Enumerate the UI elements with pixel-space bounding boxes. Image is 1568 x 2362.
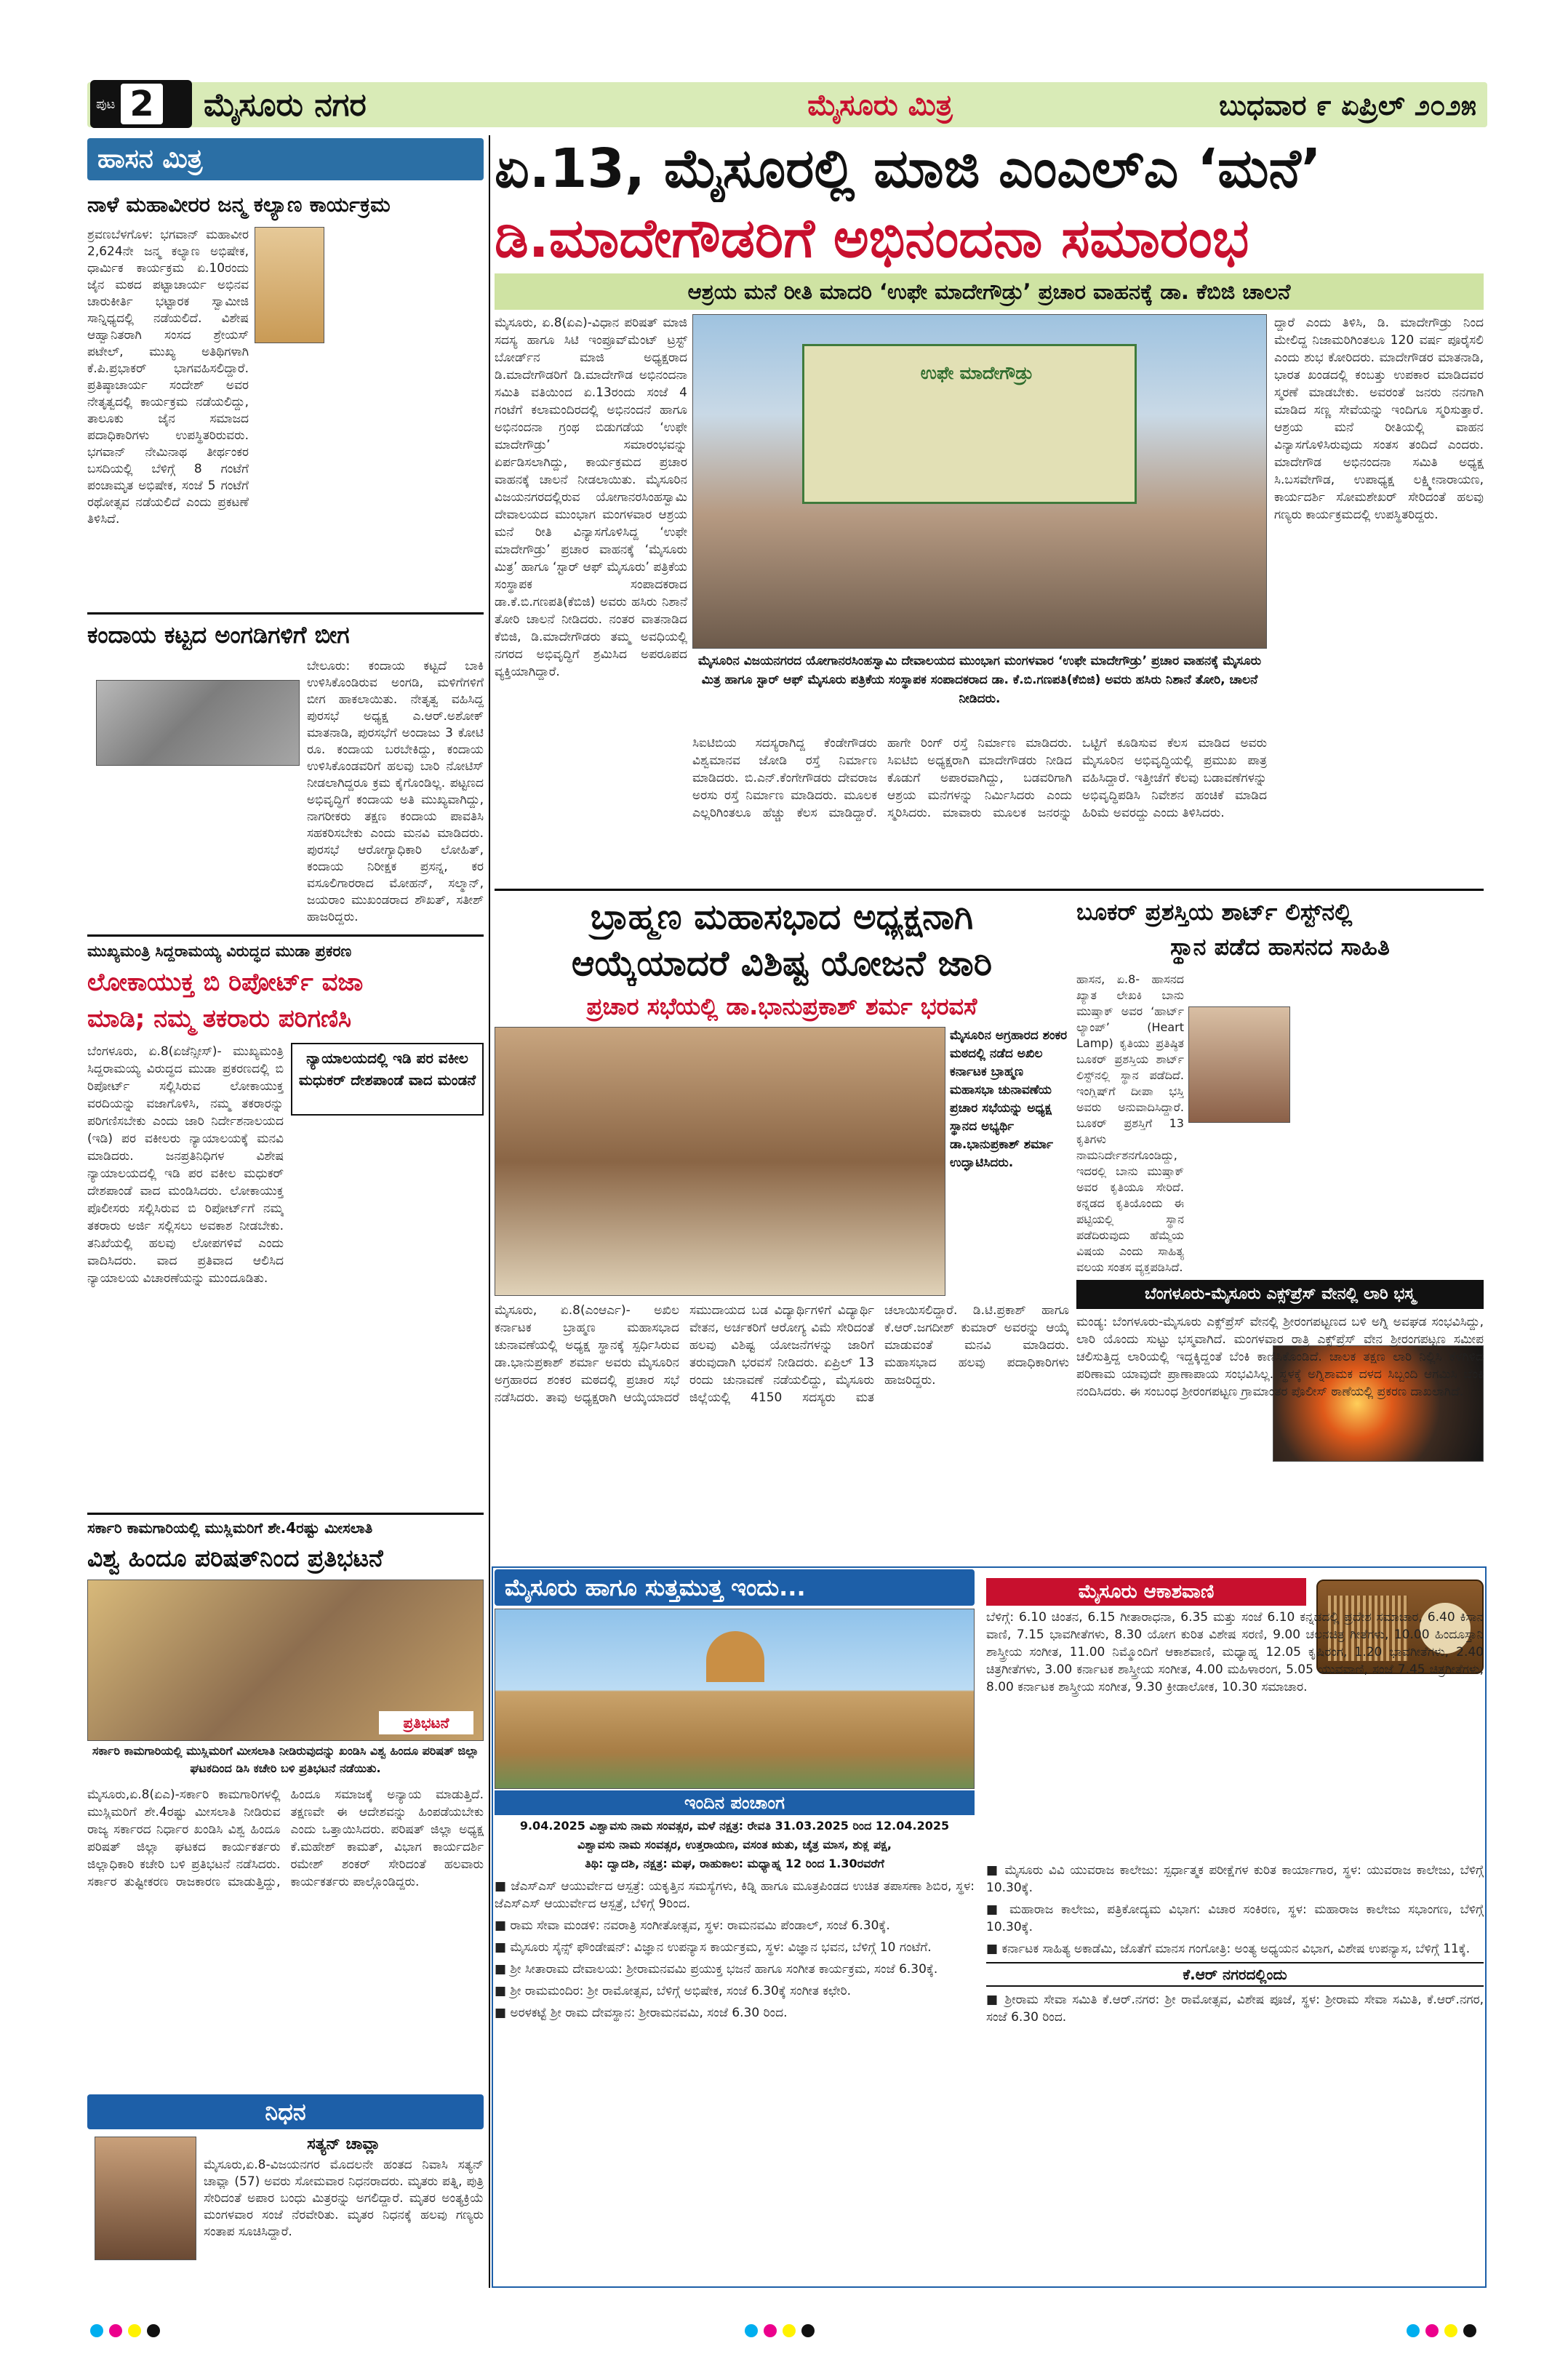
list-item: ■ ಮೈಸೂರು ವಿವಿ ಯುವರಾಜ ಕಾಲೇಜು: ಸ್ಪರ್ಧಾತ್ಮಕ ಪರೀಕ್ಷೆಗಳ ಕುರಿತ ಕಾರ್ಯಾಗಾರ, ಸ್ಥಳ: ಯುವರಾಜ ಕಾಲೇಜು, ಬೆಳಿಗ್ಗೆ 10.30ಕ್ಕೆ.: [986, 1863, 1484, 1895]
vhp-protest-photo: [87, 1580, 484, 1741]
lokayukta-kicker: ಮುಖ್ಯಮಂತ್ರಿ ಸಿದ್ದರಾಮಯ್ಯ ವಿರುದ್ಧದ ಮುಡಾ ಪ್ರಕರಣ: [87, 942, 352, 960]
issue-date: ಬುಧವಾರ ೯ ಏಪ್ರಿಲ್ ೨೦೨೫: [1219, 89, 1476, 121]
list-item: ■ ಕರ್ನಾಟಕ ಸಾಹಿತ್ಯ ಅಕಾಡೆಮಿ, ಜೊತೆಗೆ ಮಾನಸ ಗಂಗೋತ್ರಿ: ಅಂತ್ಯ ಅಧ್ಯಯನ ವಿಭಾಗ, ವಿಶೇಷ ಉಪನ್ಯಾಸ, ಬೆಳಿಗ್ಗೆ 11ಕ್ಕೆ.: [986, 1942, 1471, 1956]
vhp-body: ಮೈಸೂರು,ಏ.8(ಏಎ)-ಸರ್ಕಾರಿ ಕಾಮಗಾರಿಗಳಲ್ಲಿ ಮುಸ್ಲಿಮರಿಗೆ ಶೇ.4ರಷ್ಟು ಮೀಸಲಾತಿ ನೀಡಿರುವ ರಾಜ್ಯ ಸರ್ಕಾರದ ನಿರ್ಧಾರ ಖಂಡಿಸಿ ವಿಶ್ವ ಹಿಂದೂ ಪರಿಷತ್ ಜಿಲ್ಲಾ ಘಟಕದ ಕಾರ್ಯಕರ್ತರು ಜಿಲ್ಲಾಧಿಕಾರಿ ಕಚೇರಿ ಬಳಿ ಪ್ರತಿಭಟನೆ ನಡೆಸಿದರು. ಸರ್ಕಾರ ತುಷ್ಟೀಕರಣ ರಾಜಕಾರಣ ಮಾಡುತ್ತಿದ್ದು, ಹಿಂದೂ ಸಮಾಜಕ್ಕೆ ಅನ್ಯಾಯ ಮಾಡುತ್ತಿದೆ. ತಕ್ಷಣವೇ ಈ ಆದೇಶವನ್ನು ಹಿಂಪಡೆಯಬೇಕು ಎಂದು ಒತ್ತಾಯಿಸಿದರು. ಪರಿಷತ್ ಜಿಲ್ಲಾ ಅಧ್ಯಕ್ಷ ಕೆ.ಮಹೇಶ್ ಕಾಮತ್, ವಿಭಾಗ ಕಾರ್ಯದರ್ಶಿ ರಮೇಶ್ ಶಂಕರ್ ಸೇರಿದಂತೆ ಹಲವಾರು ಕಾರ್ಯಕರ್ತರು ಪಾಲ್ಗೊಂಡಿದ್ದರು.: [87, 1787, 484, 1889]
lokayukta-box: ನ್ಯಾಯಾಲಯದಲ್ಲಿ ಇಡಿ ಪರ ವಕೀಲ ಮಧುಕರ್ ದೇಶಪಾಂಡೆ ವಾದ ಮಂಡನೆ: [291, 1043, 484, 1116]
panchanga-title: ಇಂದಿನ ಪಂಚಾಂಗ: [684, 1793, 785, 1813]
today-section-title: ಮೈಸೂರು ಹಾಗೂ ಸುತ್ತಮುತ್ತ ಇಂದು...: [505, 1573, 806, 1601]
section-name: ಮೈಸೂರು ನಗರ: [204, 87, 367, 124]
lorry-headline: ಬೆಂಗಳೂರು-ಮೈಸೂರು ಎಕ್ಸ್‌ಪ್ರೆಸ್ ವೇನಲ್ಲಿ ಲಾರಿ ಭಸ್ಮ: [1076, 1280, 1484, 1309]
list-item: ■ ರಾಮ ಸೇವಾ ಮಂಡಳಿ: ನವರಾತ್ರಿ ಸಂಗೀತೋತ್ಸವ, ಸ್ಥಳ: ರಾಮನವಮಿ ಪೆಂಡಾಲ್, ಸಂಜೆ 6.30ಕ್ಕೆ.: [495, 1918, 890, 1933]
vhp-caption: ಸರ್ಕಾರಿ ಕಾಮಗಾರಿಯಲ್ಲಿ ಮುಸ್ಲಿಮರಿಗೆ ಮೀಸಲಾತಿ ನೀಡಿರುವುದನ್ನು ಖಂಡಿಸಿ ವಿಶ್ವ ಹಿಂದೂ ಪರಿಷತ್ ಜಿಲ್ಲಾ ಘಟಕದಿಂದ ಡಿಸಿ ಕಚೇರಿ ಬಳಿ ಪ್ರತಿಭಟನೆ ನಡೆಯಿತು.: [92, 1744, 479, 1775]
kr-nagar-subhead: ಕೆ.ಆರ್ ನಗರದಲ್ಲಿಂದು: [986, 1962, 1484, 1987]
today-box-frame: [492, 1566, 1487, 2288]
lokayukta-body-cont: [291, 1124, 484, 1509]
hassan-story2-body: ಬೇಲೂರು: ಕಂದಾಯ ಕಟ್ಟದೆ ಬಾಕಿ ಉಳಿಸಿಕೊಂಡಿರುವ ಅಂಗಡಿ, ಮಳಿಗೆಗಳಿಗೆ ಬೀಗ ಹಾಕಲಾಯಿತು. ನೇತೃತ್ವ ವಹಿಸಿದ್ದ ಪುರಸಭೆ ಅಧ್ಯಕ್ಷ ಎ.ಆರ್.ಅಶೋಕ್ ಮಾತನಾಡಿ, ಪುರಸಭೆಗೆ ಅಂದಾಜು 3 ಕೋಟಿ ರೂ. ಕಂದಾಯ ಬರಬೇಕಿದ್ದು, ಕಂದಾಯ ಉಳಿಸಿಕೊಂಡವರಿಗೆ ಹಲವು ಬಾರಿ ನೋಟಿಸ್ ನೀಡಲಾಗಿದ್ದರೂ ಕ್ರಮ ಕೈಗೊಂಡಿಲ್ಲ. ಪಟ್ಟಣದ ಅಭಿವೃದ್ಧಿಗೆ ಕಂದಾಯ ಅತಿ ಮುಖ್ಯವಾಗಿದ್ದು, ನಾಗರೀಕರು ತಕ್ಷಣ ಕಂದಾಯ ಪಾವತಿಸಿ ಸಹಕರಿಸಬೇಕು ಎಂದು ಮನವಿ ಮಾಡಿದರು. ಪುರಸಭೆ ಆರೋಗ್ಯಾಧಿಕಾರಿ ಲೋಹಿತ್, ಕಂದಾಯ ನಿರೀಕ್ಷಕ ಪ್ರಸನ್ನ, ಕರ ವಸೂಲಿಗಾರರಾದ ಮೋಹನ್, ಸಲ್ಮಾನ್, ಜಯರಾಂ ಮುಖಂಡರಾದ ಶೌಖತ್, ಸತೀಶ್ ಹಾಜರಿದ್ದರು.: [307, 659, 484, 924]
protest-banner-text: ಪ್ರತಿಭಟನೆ: [379, 1711, 473, 1734]
lokayukta-headline-2: ಮಾಡಿ; ನಮ್ಮ ತಕರಾರು ಪರಿಗಣಿಸಿ: [87, 1004, 352, 1033]
akashavani-title: ಮೈಸೂರು ಆಕಾಶವಾಣಿ: [1078, 1581, 1215, 1603]
main-headline-2: ಡಿ.ಮಾದೇಗೌಡರಿಗೆ ಅಭಿನಂದನಾ ಸಮಾರಂಭ: [495, 207, 1249, 270]
hassan-section-bar: [87, 138, 484, 180]
hassan-story1-body-cont: [329, 227, 484, 605]
divider: [87, 1513, 484, 1515]
brahmana-headline-2: ಆಯ್ಕೆಯಾದರೆ ವಿಶಿಷ್ಟ ಯೋಜನೆ ಜಾರಿ: [571, 943, 993, 984]
heartlamp-body-right: [1296, 972, 1484, 1277]
main-body-left: ಮೈಸೂರು, ಏ.8(ಏಎ)-ವಿಧಾನ ಪರಿಷತ್ ಮಾಜಿ ಸದಸ್ಯ ಹಾಗೂ ಸಿಟಿ ಇಂಪ್ರೂವ್‌ಮೆಂಟ್ ಟ್ರಸ್ಟ್ ಬೋರ್ಡ್‌ನ ಮಾಜಿ ಅಧ್ಯಕ್ಷರಾದ ಡಿ.ಮಾದೇಗೌಡರಿಗೆ ಡಿ.ಮಾದೇಗೌಡ ಅಭಿನಂದನಾ ಸಮಿತಿ ವತಿಯಿಂದ ಏ.13ರಂದು ಸಂಜೆ 4 ಗಂಟೆಗೆ ಕಲಾಮಂದಿರದಲ್ಲಿ ಅಭಿನಂದನೆ ಹಾಗೂ ಅಭಿನಂದನಾ ಗ್ರಂಥ ಬಿಡುಗಡೆಯ ‘ಉಫೇ ಮಾದೇಗೌಡ್ರು’ ಸಮಾರಂಭವನ್ನು ಏರ್ಪಡಿಸಲಾಗಿದ್ದು, ಕಾರ್ಯಕ್ರಮದ ಪ್ರಚಾರ ವಾಹನಕ್ಕೆ ಚಾಲನೆ ನೀಡಲಾಯಿತು. ಮೈಸೂರಿನ ವಿಜಯನಗರದಲ್ಲಿರುವ ಯೋಗಾನರಸಿಂಹಸ್ವಾಮಿ ದೇವಾಲಯದ ಮುಂಭಾಗ ಮಂಗಳವಾರ ಆಶ್ರಯ ಮನೆ ರೀತಿ ವಿನ್ಯಾಸಗೊಳಿಸಿದ್ದ ‘ಉಫೇ ಮಾದೇಗೌಡ್ರು’ ಪ್ರಚಾರ ವಾಹನಕ್ಕೆ ‘ಮೈಸೂರು ಮಿತ್ರ’ ಹಾಗೂ ‘ಸ್ಟಾರ್ ಆಫ್ ಮೈಸೂರು’ ಪತ್ರಿಕೆಯ ಸಂಸ್ಥಾಪಕ ಸಂಪಾದಕರಾದ ಡಾ.ಕೆ.ಬಿ.ಗಣಪತಿ(ಕೆಬಿಜಿ) ಅವರು ಹಸಿರು ನಿಶಾನೆ ತೋರಿ ಚಾಲನೆ ನೀಡಿದರು. ನಂತರ ವಾತನಾಡಿದ ಕೆಬಿಜಿ, ಡಿ.ಮಾದೇಗೌಡರು ತಮ್ಮ ಅವಧಿಯಲ್ಲಿ ನಗರದ ಅಭಿವೃದ್ಧಿಗೆ ಶ್ರಮಿಸಿದ ಅಪರೂಪದ ವ್ಯಕ್ತಿಯಾಗಿದ್ದಾರೆ.: [495, 316, 687, 679]
main-subhead: ಆಶ್ರಯ ಮನೆ ರೀತಿ ಮಾದರಿ ‘ಉಫೇ ಮಾದೇಗೌಡ್ರು’ ಪ್ರಚಾರ ವಾಹನಕ್ಕೆ ಡಾ. ಕೆಬಿಜಿ ಚಾಲನೆ: [495, 273, 1484, 310]
hassan-story2-headline: ಕಂದಾಯ ಕಟ್ಟದ ಅಂಗಡಿಗಳಿಗೆ ಬೀಗ: [87, 621, 350, 649]
akashavani-body: ಬೆಳಿಗ್ಗೆ: 6.10 ಚಿಂತನ, 6.15 ಗೀತಾರಾಧನಾ, 6.35 ಮತ್ತು ಸಂಜೆ 6.10 ಕನ್ನಡದಲ್ಲಿ ಪ್ರದೇಶ ಸಮಾಚಾರ, 6.40 ಕಿಸಾನ ವಾಣಿ, 7.15 ಭಾವಗೀತೆಗಳು, 8.30 ಯೋಗ ಕುರಿತ ವಿಶೇಷ ಸರಣಿ, 9.00 ಚಲನಚಿತ್ರ ಗೀತೆಗಳು, 10.00 ಹಿಂದೂಸ್ತಾನಿ ಶಾಸ್ತ್ರೀಯ ಸಂಗೀತ, 11.00 ನಿಮ್ಮೊಂದಿಗೆ ಆಕಾಶವಾಣಿ, ಮಧ್ಯಾಹ್ನ 12.05 ಕೃಷಿರಂಗ, 1.20 ಭಾವಗೀತೆಗಳು, 2.40 ಚಿತ್ರಗೀತೆಗಳು, 3.00 ಕರ್ನಾಟಕ ಶಾಸ್ತ್ರೀಯ ಸಂಗೀತ, 4.00 ಮಹಿಳಾರಂಗ, 5.05 ಯುವವಾಣಿ, ಸಂಜೆ 7.45 ಚಿತ್ರಗೀತೆಗಳು, 8.00 ಕರ್ನಾಟಕ ಶಾಸ್ತ್ರೀಯ ಸಂಗೀತ, 9.30 ಕ್ರೀಡಾಲೋಕ, 10.30 ಸಮಾಚಾರ.: [986, 1610, 1484, 1694]
page-label: ಪುಟ: [96, 96, 116, 112]
divider: [87, 612, 484, 614]
divider: [495, 889, 1484, 891]
obituary-name: ಸತ್ಯನ್ ಚಾವ್ಲಾ: [307, 2135, 380, 2153]
list-item: ■ ಮಹಾರಾಜ ಕಾಲೇಜು, ಪತ್ರಿಕೋದ್ಯಮ ವಿಭಾಗ: ವಿಚಾರ ಸಂಕಿರಣ, ಸ್ಥಳ: ಮಹಾರಾಜ ಕಾಲೇಜು ಸಭಾಂಗಣ, ಬೆಳಿಗ್ಗೆ 10.30ಕ್ಕೆ.: [986, 1902, 1484, 1934]
banu-mushtaq-portrait: [1188, 1006, 1290, 1123]
hassan-section-title: ಹಾಸನ ಮಿತ್ರ: [97, 144, 203, 174]
main-body-bottom: ಸಿಐಟಿಬಿಯ ಸದಸ್ಯರಾಗಿದ್ದ ಕೆಂಡೇಗೌಡರು ವಿಶ್ವಮಾನವ ಜೋಡಿ ರಸ್ತೆ ನಿರ್ಮಾಣ ಮಾಡಿದರು. ಬಿ.ಎನ್.ಕೆಂಗೇಗೌಡರು ದೇವರಾಜ ಅರಸು ರಸ್ತೆ ನಿರ್ಮಾಣ ಮಾಡಿದರು. ಮೂಲಕ ಎಲ್ಲರಿಗಿಂತಲೂ ಹೆಚ್ಚು ಕೆಲಸ ಮಾಡಿದ್ದಾರೆ. ಹಾಗೇ ರಿಂಗ್ ರಸ್ತೆ ನಿರ್ಮಾಣ ಮಾಡಿದರು. ಸಿಐಟಿಬಿ ಅಧ್ಯಕ್ಷರಾಗಿ ಮಾದೇಗೌಡರು ನೀಡಿದ ಕೊಡುಗೆ ಅಪಾರವಾಗಿದ್ದು, ಬಡವರಿಗಾಗಿ ಆಶ್ರಯ ಮನೆಗಳನ್ನು ನಿರ್ಮಿಸಿದರು ಎಂದು ಸ್ಮರಿಸಿದರು. ಮಾವಾರು ಮೂಲಕ ಜನರನ್ನು ಒಟ್ಟಿಗೆ ಕೂಡಿಸುವ ಕೆಲಸ ಮಾಡಿದ ಅವರು ಮೈಸೂರಿನ ಅಭಿವೃದ್ಧಿಯಲ್ಲಿ ಪ್ರಮುಖ ಪಾತ್ರ ವಹಿಸಿದ್ದಾರೆ. ಇತ್ತೀಚೆಗೆ ಕೆಲವು ಬಡಾವಣೆಗಳನ್ನು ಅಭಿವೃದ್ಧಿಪಡಿಸಿ ನಿವೇಶನ ಹಂಚಿಕೆ ಮಾಡಿದ ಹಿರಿಮೆ ಅವರದ್ದು ಎಂದು ತಿಳಿಸಿದರು.: [692, 736, 1267, 820]
panchanga-line2: ವಿಶ್ವಾವಸು ನಾಮ ಸಂವತ್ಸರ, ಉತ್ತರಾಯಣ, ವಸಂತ ಋತು, ಚೈತ್ರ ಮಾಸ, ಶುಕ್ಲ ಪಕ್ಷ,: [577, 1838, 892, 1851]
brahmana-subhead: ಪ್ರಚಾರ ಸಭೆಯಲ್ಲಿ ಡಾ.ಭಾನುಪ್ರಕಾಶ್ ಶರ್ಮ ಭರವಸೆ: [586, 993, 977, 1020]
panchanga-line3: ತಿಥಿ: ದ್ವಾದಶಿ, ನಕ್ಷತ್ರ: ಮಘ, ರಾಹುಕಾಲ: ಮಧ್ಯಾಹ್ನ 12 ರಿಂದ 1.30ರವರೆಗೆ: [585, 1857, 884, 1870]
brahmana-sabha-photo: [495, 1027, 945, 1296]
brahmana-body: ಮೈಸೂರು, ಏ.8(ಎಂಆರ್ಎ)- ಅಖಿಲ ಕರ್ನಾಟಕ ಬ್ರಾಹ್ಮಣ ಮಹಾಸಭಾದ ಚುನಾವಣೆಯಲ್ಲಿ ಅಧ್ಯಕ್ಷ ಸ್ಥಾನಕ್ಕೆ ಸ್ಪರ್ಧಿಸಿರುವ ಡಾ.ಭಾನುಪ್ರಕಾಶ್ ಶರ್ಮಾ ಅವರು ಮೈಸೂರಿನ ಅಗ್ರಹಾರದ ಶಂಕರ ಮಠದಲ್ಲಿ ಪ್ರಚಾರ ಸಭೆ ನಡೆಸಿದರು. ತಾವು ಅಧ್ಯಕ್ಷರಾಗಿ ಆಯ್ಕೆಯಾದರೆ ಸಮುದಾಯದ ಬಡ ವಿದ್ಯಾರ್ಥಿಗಳಿಗೆ ವಿದ್ಯಾರ್ಥಿ ವೇತನ, ಅರ್ಚಕರಿಗೆ ಆರೋಗ್ಯ ವಿಮೆ ಸೇರಿದಂತೆ ಹಲವು ವಿಶಿಷ್ಟ ಯೋಜನೆಗಳನ್ನು ಜಾರಿಗೆ ತರುವುದಾಗಿ ಭರವಸೆ ನೀಡಿದರು. ಏಪ್ರಿಲ್ 13 ರಂದು ಚುನಾವಣೆ ನಡೆಯಲಿದ್ದು, ಮೈಸೂರು ಜಿಲ್ಲೆಯಲ್ಲಿ 4150 ಸದಸ್ಯರು ಮತ ಚಲಾಯಿಸಲಿದ್ದಾರೆ. ಡಿ.ಟಿ.ಪ್ರಕಾಶ್ ಹಾಗೂ ಕೆ.ಆರ್.ಜಗದೀಶ್ ಕುಮಾರ್ ಅವರನ್ನು ಆಯ್ಕೆ ಮಾಡುವಂತೆ ಮನವಿ ಮಾಡಿದರು. ಮಹಾಸಭಾದ ಹಲವು ಪದಾಧಿಕಾರಿಗಳು ಹಾಜರಿದ್ದರು.: [495, 1303, 1069, 1405]
mahavira-statue-photo: [255, 227, 324, 343]
page-number: 2: [121, 84, 162, 124]
heartlamp-headline-2: ಸ್ಥಾನ ಪಡೆದ ಹಾಸನದ ಸಾಹಿತಿ: [1170, 933, 1390, 961]
brahmana-headline-1: ಬ್ರಾಹ್ಮಣ ಮಹಾಸಭಾದ ಅಧ್ಯಕ್ಷನಾಗಿ: [590, 897, 974, 937]
lokayukta-body: ಬೆಂಗಳೂರು, ಏ.8(ಏಜೆನ್ಸೀಸ್)- ಮುಖ್ಯಮಂತ್ರಿ ಸಿದ್ದರಾಮಯ್ಯ ವಿರುದ್ಧದ ಮುಡಾ ಪ್ರಕರಣದಲ್ಲಿ ಬಿ ರಿಪೋರ್ಟ್ ಸಲ್ಲಿಸಿರುವ ಲೋಕಾಯುಕ್ತ ವರದಿಯನ್ನು ವಜಾಗೊಳಿಸಿ, ನಮ್ಮ ತಕರಾರನ್ನು ಪರಿಗಣಿಸಬೇಕು ಎಂದು ಜಾರಿ ನಿರ್ದೇಶನಾಲಯದ (ಇಡಿ) ಪರ ವಕೀಲರು ನ್ಯಾಯಾಲಯಕ್ಕೆ ಮನವಿ ಮಾಡಿದರು. ಜನಪ್ರತಿನಿಧಿಗಳ ವಿಶೇಷ ನ್ಯಾಯಾಲಯದಲ್ಲಿ ಇಡಿ ಪರ ವಕೀಲ ಮಧುಕರ್ ದೇಶಪಾಂಡೆ ವಾದ ಮಂಡಿಸಿದರು. ಲೋಕಾಯುಕ್ತ ಪೊಲೀಸರು ಸಲ್ಲಿಸಿರುವ ಬಿ ರಿಪೋರ್ಟ್‌ಗೆ ನಮ್ಮ ತಕರಾರು ಅರ್ಜಿ ಸಲ್ಲಿಸಲು ಅವಕಾಶ ನೀಡಬೇಕು. ತನಿಖೆಯಲ್ಲಿ ಹಲವು ಲೋಪಗಳಿವೆ ಎಂದು ವಾದಿಸಿದರು. ವಾದ ಪ್ರತಿವಾದ ಆಲಿಸಿದ ನ್ಯಾಯಾಲಯ ವಿಚಾರಣೆಯನ್ನು ಮುಂದೂಡಿತು.: [87, 1044, 284, 1286]
list-item: ■ ಅರಳಕಟ್ಟೆ ಶ್ರೀ ರಾಮ ದೇವಸ್ಥಾನ: ಶ್ರೀರಾಮನವಮಿ, ಸಂಜೆ 6.30 ರಿಂದ.: [495, 2006, 788, 2020]
list-item: ■ ಜೆಎಸ್‌ಎಸ್ ಆಯುರ್ವೇದ ಆಸ್ಪತ್ರೆ: ಯಕೃತ್ತಿನ ಸಮಸ್ಯೆಗಳು, ಕಿಡ್ನಿ ಹಾಗೂ ಮೂತ್ರಪಿಂಡದ ಉಚಿತ ತಪಾಸಣಾ ಶಿಬಿರ, ಸ್ಥಳ: ಜೆಎಸ್ಎಸ್ ಆಯುರ್ವೇದ ಆಸ್ಪತ್ರೆ, ಬೆಳಿಗ್ಗೆ 9ರಿಂದ.: [495, 1879, 975, 1911]
registration-marks-center: [742, 2324, 887, 2342]
column-divider: [489, 135, 490, 2288]
hassan-story1-headline: ನಾಳೆ ಮಹಾವೀರರ ಜನ್ಮ ಕಲ್ಯಾಣ ಕಾರ್ಯಕ್ರಮ: [87, 192, 391, 217]
obituary-title: ನಿಧನ: [265, 2097, 306, 2126]
list-item: ■ ಮೈಸೂರು ಸೈನ್ಸ್ ಫೌಂಡೇಷನ್: ವಿಜ್ಞಾನ ಉಪನ್ಯಾಸ ಕಾರ್ಯಕ್ರಮ, ಸ್ಥಳ: ವಿಜ್ಞಾನ ಭವನ, ಬೆಳಿಗ್ಗೆ 10 ಗಂಟೆಗೆ.: [495, 1940, 932, 1955]
panchanga-line1: 9.04.2025 ವಿಶ್ವಾವಸು ನಾಮ ಸಂವತ್ಸರ, ಮಳೆ ನಕ್ಷತ್ರ: ರೇವತಿ 31.03.2025 ರಿಂದ 12.04.2025: [519, 1819, 950, 1833]
obituary-body: ಮೈಸೂರು,ಏ.8-ವಿಜಯನಗರ ಮೊದಲನೇ ಹಂತದ ನಿವಾಸಿ ಸತ್ಯನ್ ಚಾವ್ಲಾ (57) ಅವರು ಸೋಮವಾರ ನಿಧನರಾದರು. ಮೃತರು ಪತ್ನಿ, ಪುತ್ರಿ ಸೇರಿದಂತೆ ಅಪಾರ ಬಂಧು ಮಿತ್ರರನ್ನು ಅಗಲಿದ್ದಾರೆ. ಮೃತರ ಅಂತ್ಯಕ್ರಿಯೆ ಮಂಗಳವಾರ ಸಂಜೆ ನೆರವೇರಿತು. ಮೃತರ ನಿಧನಕ್ಕೆ ಹಲವು ಗಣ್ಯರು ಸಂತಾಪ ಸೂಚಿಸಿದ್ದಾರೆ.: [204, 2158, 484, 2239]
hassan-story1-body: ಶ್ರವಣಬೆಳಗೊಳ: ಭಗವಾನ್ ಮಹಾವೀರ 2,624ನೇ ಜನ್ಮ ಕಲ್ಯಾಣ ಅಭಿಷೇಕ, ಧಾರ್ಮಿಕ ಕಾರ್ಯಕ್ರಮ ಏ.10ರಂದು ಜೈನ ಮಠದ ಪಟ್ಟಾಚಾರ್ಯ ಅಭಿನವ ಚಾರುಕೀರ್ತಿ ಭಟ್ಟಾರಕ ಸ್ವಾಮೀಜಿ ಸಾನ್ನಿಧ್ಯದಲ್ಲಿ ನಡೆಯಲಿದೆ. ವಿಶೇಷ ಆಹ್ವಾನಿತರಾಗಿ ಸಂಸದ ಶ್ರೇಯಸ್ ಪಟೇಲ್, ಮುಖ್ಯ ಅತಿಥಿಗಳಾಗಿ ಕೆ.ಪಿ.ಪ್ರಭಾಕರ್ ಭಾಗವಹಿಸಲಿದ್ದಾರೆ. ಪ್ರತಿಷ್ಠಾಚಾರ್ಯ ಸಂದೇಶ್ ಅವರ ನೇತೃತ್ವದಲ್ಲಿ ಕಾರ್ಯಕ್ರಮ ನಡೆಯಲಿದ್ದು, ತಾಲೂಕು ಜೈನ ಸಮಾಜದ ಪದಾಧಿಕಾರಿಗಳು ಉಪಸ್ಥಿತರಿರುವರು. ಭಗವಾನ್ ನೇಮಿನಾಥ ತೀರ್ಥಂಕರ ಬಸದಿಯಲ್ಲಿ ಬೆಳಿಗ್ಗೆ 8 ಗಂಟೆಗೆ ಪಂಚಾಮೃತ ಅಭಿಷೇಕ, ಸಂಜೆ 5 ಗಂಟೆಗೆ ರಥೋತ್ಸವ ನಡೆಯಲಿದೆ ಎಂದು ಪ್ರಕಟಣೆ ತಿಳಿಸಿದೆ.: [87, 228, 249, 527]
main-body-right: ದ್ದಾರೆ ಎಂದು ತಿಳಿಸಿ, ಡಿ. ಮಾದೇಗೌಡ್ರು ನಿಂದ ಮೇಲಿದ್ದ ನಿಜಾಮರಿಗಿಂತಲೂ 120 ವರ್ಷ ಪೂರೈಸಲಿ ಎಂದು ಶುಭ ಕೋರಿದರು. ಮಾದೇಗೌಡರ ಮಾತನಾಡಿ, ಭಾರತ ಖಂಡದಲ್ಲಿ ಕಂಬತ್ತು ಉಪಕಾರ ಮಾಡಿದವರ ಸ್ಮರಣೆ ಮಾಡಬೇಕು. ಅವರಂತೆ ಜನರು ನನಗಾಗಿ ಮಾಡಿದ ಸಣ್ಣ ಸೇವೆಯನ್ನು ಇಂದಿಗೂ ಸ್ಮರಿಸುತ್ತಾರೆ. ಆಶ್ರಯ ಮನೆ ರೀತಿಯಲ್ಲಿ ವಾಹನ ವಿನ್ಯಾಸಗೊಳಿಸಿರುವುದು ಸಂತಸ ತಂದಿದೆ ಎಂದರು. ಮಾದೇಗೌಡ ಅಭಿನಂದನಾ ಸಮಿತಿ ಅಧ್ಯಕ್ಷ ಸಿ.ಬಸವೇಗೌಡ, ಉಪಾಧ್ಯಕ್ಷ ಲಕ್ಷ್ಮೀನಾರಾಯಣ, ಕಾರ್ಯದರ್ಶಿ ಸೋಮಶೇಖರ್ ಸೇರಿದಂತೆ ಹಲವು ಗಣ್ಯರು ಕಾರ್ಯಕ್ರಮದಲ್ಲಿ ಉಪಸ್ಥಿತರಿದ್ದರು.: [1274, 316, 1484, 522]
obituary-portrait: [95, 2137, 196, 2260]
lorry-body: ಮಂಡ್ಯ: ಬೆಂಗಳೂರು-ಮೈಸೂರು ಎಕ್ಸ್‌ಪ್ರೆಸ್ ವೇನಲ್ಲಿ ಶ್ರೀರಂಗಪಟ್ಟಣದ ಬಳಿ ಅಗ್ನಿ ಅವಘಡ ಸಂಭವಿಸಿದ್ದು, ಲಾರಿ ಯೊಂದು ಸುಟ್ಟು ಭಸ್ಮವಾಗಿದೆ. ಮಂಗಳವಾರ ರಾತ್ರಿ ಎಕ್ಸ್‌ಪ್ರೆಸ್ ವೇನ ಶ್ರೀರಂಗಪಟ್ಟಣ ಸಮೀಪ ಚಲಿಸುತ್ತಿದ್ದ ಲಾರಿಯಲ್ಲಿ ಇದ್ದಕ್ಕಿದ್ದಂತೆ ಬೆಂಕಿ ಕಾಣಿಸಿಕೊಂಡಿದೆ. ಚಾಲಕ ತಕ್ಷಣ ಲಾರಿ ನಿಲ್ಲಿಸಿ ಕೆಳಗಿಳಿದ ಪರಿಣಾಮ ಯಾವುದೇ ಪ್ರಾಣಾಪಾಯ ಸಂಭವಿಸಿಲ್ಲ. ಸ್ಥಳಕ್ಕೆ ಅಗ್ನಿಶಾಮಕ ದಳದ ಸಿಬ್ಬಂದಿ ಆಗಮಿಸಿ ಬೆಂಕಿ ನಂದಿಸಿದರು. ಈ ಸಂಬಂಧ ಶ್ರೀರಂಗಪಟ್ಟಣ ಗ್ರಾಮಾಂತರ ಪೊಲೀಸ್ ಠಾಣೆಯಲ್ಲಿ ಪ್ರಕರಣ ದಾಖಲಾಗಿದೆ.: [1076, 1315, 1484, 1399]
heartlamp-headline-1: ಬೂಕರ್ ಪ್ರಶಸ್ತಿಯ ಶಾರ್ಟ್ ಲಿಸ್ಟ್‌ನಲ್ಲಿ: [1076, 898, 1353, 926]
divider: [87, 934, 484, 937]
vhp-headline: ವಿಶ್ವ ಹಿಂದೂ ಪರಿಷತ್‌ನಿಂದ ಪ್ರತಿಭಟನೆ: [87, 1544, 383, 1572]
campaign-vehicle-photo: [692, 314, 1267, 649]
lokayukta-headline-1: ಲೋಕಾಯುಕ್ತ ಬಿ ರಿಪೋರ್ಟ್ ವಜಾ: [87, 968, 364, 997]
vehicle-sign: ಉಫೇ ಮಾದೇಗೌಡ್ರು: [920, 363, 1033, 383]
list-item: ■ ಶ್ರೀರಾಮ ಸೇವಾ ಸಮಿತಿ ಕೆ.ಆರ್.ನಗರ: ಶ್ರೀ ರಾಮೋತ್ಸವ, ವಿಶೇಷ ಪೂಜೆ, ಸ್ಥಳ: ಶ್ರೀರಾಮ ಸೇವಾ ಸಮಿತಿ, ಕೆ.ಆರ್.ನಗರ, ಸಂಜೆ 6.30 ರಿಂದ.: [986, 1993, 1484, 2025]
obituary-bar: [87, 2094, 484, 2129]
vhp-kicker: ಸರ್ಕಾರಿ ಕಾಮಗಾರಿಯಲ್ಲಿ ಮುಸ್ಲಿಮರಿಗೆ ಶೇ.4ರಷ್ಟು ಮೀಸಲಾತಿ: [87, 1519, 373, 1537]
registration-marks-left: [87, 2324, 233, 2342]
brahmana-caption: ಮೈಸೂರಿನ ಅಗ್ರಹಾರದ ಶಂಕರ ಮಠದಲ್ಲಿ ನಡೆದ ಅಖಿಲ ಕರ್ನಾಟಕ ಬ್ರಾಹ್ಮಣ ಮಹಾಸಭಾ ಚುನಾವಣೆಯ ಪ್ರಚಾರ ಸಭೆಯನ್ನು ಅಧ್ಯಕ್ಷ ಸ್ಥಾನದ ಅಭ್ಯರ್ಥಿ ಡಾ.ಭಾನುಪ್ರಕಾಶ್ ಶರ್ಮಾ ಉದ್ಘಾಟಿಸಿದರು.: [950, 1028, 1068, 1170]
heartlamp-body-left: ಹಾಸನ, ಏ.8- ಹಾಸನದ ಖ್ಯಾತ ಲೇಖಕಿ ಬಾನು ಮುಷ್ತಾಕ್ ಅವರ ‘ಹಾರ್ಟ್ ಲ್ಯಾಂಪ್’ (Heart Lamp) ಕೃತಿಯು ಪ್ರತಿಷ್ಠಿತ ಬೂಕರ್ ಪ್ರಶಸ್ತಿಯ ಶಾರ್ಟ್ ಲಿಸ್ಟ್‌ನಲ್ಲಿ ಸ್ಥಾನ ಪಡೆದಿದೆ. ಇಂಗ್ಲಿಷ್‌ಗೆ ದೀಪಾ ಭಸ್ತಿ ಅವರು ಅನುವಾದಿಸಿದ್ದಾರೆ. ಬೂಕರ್ ಪ್ರಶಸ್ತಿಗೆ 13 ಕೃತಿಗಳು ನಾಮನಿರ್ದೇಶನಗೊಂಡಿದ್ದು, ಇದರಲ್ಲಿ ಬಾನು ಮುಷ್ತಾಕ್ ಅವರ ಕೃತಿಯೂ ಸೇರಿದೆ. ಕನ್ನಡದ ಕೃತಿಯೊಂದು ಈ ಪಟ್ಟಿಯಲ್ಲಿ ಸ್ಥಾನ ಪಡೆದಿರುವುದು ಹೆಮ್ಮೆಯ ವಿಷಯ ಎಂದು ಸಾಹಿತ್ಯ ವಲಯ ಸಂತಸ ವ್ಯಕ್ತಪಡಿಸಿದೆ.: [1076, 972, 1184, 1274]
list-item: ■ ಶ್ರೀ ರಾಮಮಂದಿರ: ಶ್ರೀ ರಾಮೋತ್ಸವ, ಬೆಳಿಗ್ಗೆ ಅಭಿಷೇಕ, ಸಂಜೆ 6.30ಕ್ಕೆ ಸಂಗೀತ ಕಛೇರಿ.: [495, 1984, 852, 1998]
registration-marks-right: [1404, 2324, 1549, 2342]
page-badge: [90, 80, 192, 128]
main-photo-caption: ಮೈಸೂರಿನ ವಿಜಯನಗರದ ಯೋಗಾನರಸಿಂಹಸ್ವಾಮಿ ದೇವಾಲಯದ ಮುಂಭಾಗ ಮಂಗಳವಾರ ‘ಉಫೇ ಮಾದೇಗೌಡ್ರು’ ಪ್ರಚಾರ ವಾಹನಕ್ಕೆ ಮೈಸೂರು ಮಿತ್ರ ಹಾಗೂ ಸ್ಟಾರ್ ಆಫ್ ಮೈಸೂರು ಪತ್ರಿಕೆಯ ಸಂಸ್ಥಾಪಕ ಸಂಪಾದಕರಾದ ಡಾ. ಕೆ.ಬಿ.ಗಣಪತಿ(ಕೆಬಿಜಿ) ಅವರು ಹಸಿರು ನಿಶಾನೆ ತೋರಿ, ಚಾಲನೆ ನೀಡಿದರು.: [697, 654, 1262, 706]
main-headline-1: ಏ.13, ಮೈಸೂರಲ್ಲಿ ಮಾಜಿ ಎಂಎಲ್ಎ ‘ಮನೆ’: [495, 137, 1321, 200]
list-item: ■ ಶ್ರೀ ಸೀತಾರಾಮ ದೇವಾಲಯ: ಶ್ರೀರಾಮನವಮಿ ಪ್ರಯುಕ್ತ ಭಜನೆ ಹಾಗೂ ಸಂಗೀತ ಕಾರ್ಯಕ್ರಮ, ಸಂಜೆ 6.30ಕ್ಕೆ.: [495, 1962, 938, 1977]
paper-name: ಮೈಸೂರು ಮಿತ್ರ: [807, 89, 953, 122]
